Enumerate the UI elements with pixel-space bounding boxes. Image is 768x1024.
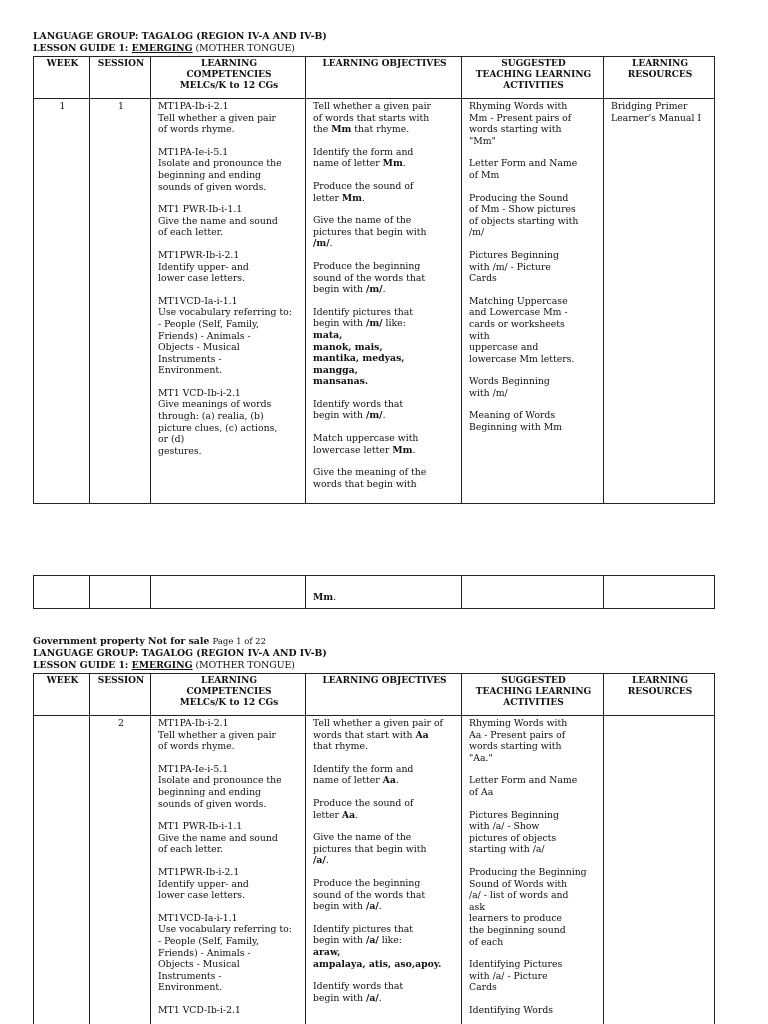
objectives-cell: Tell whether a given pair of words that start with Aa that rhyme. Identify the form and name of letter Aa. Produce the sound of letter Aa. Give the name of the pictures that begin with /a/. Produce the beginning sound of the words that begin with /a/. Identify pictures that begin with /a/ like: araw, ampalaya, atis, aso,apoy. Identify words that begin with /a/. bbox=[306, 716, 462, 1024]
col-week: WEEK bbox=[34, 57, 90, 99]
lesson-table-2 bbox=[33, 673, 715, 1024]
objectives-cell: Mm. bbox=[306, 576, 462, 609]
resources-cell: Bridging Primer Learner's Manual I bbox=[604, 99, 715, 504]
col-competencies: LEARNING COMPETENCIES MELCs/K to 12 CGs bbox=[151, 57, 306, 99]
week-cell bbox=[34, 576, 90, 609]
lesson-table-continuation bbox=[33, 575, 715, 609]
session-cell: 2 bbox=[90, 716, 151, 1024]
lesson-guide-heading-2 bbox=[33, 660, 295, 672]
competencies-cell bbox=[151, 576, 306, 609]
resources-cell bbox=[604, 716, 715, 1024]
language-group-heading-2 bbox=[33, 648, 327, 660]
col-session: SESSION bbox=[90, 57, 151, 99]
objectives-cell: Tell whether a given pair of words that starts with the Mm that rhyme. Identify the form and name of letter Mm. Produce the sound of letter Mm. Give the name of the pictures that begin with /m/. Produce the beginning sound of the words that begin with /m/. Identify pictures that begin with /m/ like: mata, manok, mais, mantika, medyas, mangga, mansanas. Identify words that begin with /m/. Match uppercase with lowercase letter Mm. Give the meaning of the words that begin with bbox=[306, 99, 462, 504]
language-group-heading bbox=[33, 31, 327, 43]
language-group-text: LANGUAGE GROUP: TAGALOG (REGION IV-A AND IV-B) bbox=[33, 31, 327, 42]
footer-gov-text: Government property Not for sale bbox=[33, 636, 213, 647]
week-cell bbox=[34, 716, 90, 1024]
col-resources: LEARNING RESOURCES bbox=[604, 57, 715, 99]
table-row bbox=[34, 716, 715, 1024]
lesson-guide-level: EMERGING bbox=[131, 43, 193, 54]
col-objectives: LEARNING OBJECTIVES bbox=[306, 57, 462, 99]
activities-cell: Rhyming Words with Aa - Present pairs of words starting with "Aa." Letter Form and Name of Aa Pictures Beginning with /a/ - Show pictures of objects starting with /a/ Producing the Beginning Sound of Words with /a/ - list of words and ask learners to produce the beginning sound of each Identifying Pictures with /a/ - Picture Cards Identifying Words bbox=[462, 716, 604, 1024]
col-resources: LEARNING RESOURCES bbox=[604, 674, 715, 716]
col-week: WEEK bbox=[34, 674, 90, 716]
lesson-guide-level: EMERGING bbox=[131, 660, 193, 671]
col-competencies: LEARNING COMPETENCIES MELCs/K to 12 CGs bbox=[151, 674, 306, 716]
lesson-table-1 bbox=[33, 56, 715, 504]
page-number: Page 1 of 22 bbox=[212, 637, 266, 647]
table-row bbox=[34, 576, 715, 609]
lesson-guide-heading bbox=[33, 43, 295, 55]
col-activities: SUGGESTED TEACHING LEARNING ACTIVITIES bbox=[462, 57, 604, 99]
activities-cell bbox=[462, 576, 604, 609]
language-group-text: LANGUAGE GROUP: TAGALOG (REGION IV-A AND IV-B) bbox=[33, 648, 327, 659]
activities-cell: Rhyming Words with Mm - Present pairs of words starting with "Mm" Letter Form and Name of Mm Producing the Sound of Mm - Show pictures of objects starting with /m/ Pictures Beginning with /m/ - Picture Cards Matching Uppercase and Lowercase Mm - cards or worksheets with uppercase and lowercase Mm letters. Words Beginning with /m/ Meaning of Words Beginning with Mm bbox=[462, 99, 604, 504]
table-row bbox=[34, 99, 715, 504]
page-footer bbox=[33, 636, 266, 649]
col-activities: SUGGESTED TEACHING LEARNING ACTIVITIES bbox=[462, 674, 604, 716]
lesson-guide-prefix: LESSON GUIDE 1: bbox=[33, 43, 132, 54]
session-cell: 1 bbox=[90, 99, 151, 504]
competencies-cell: MT1PA-Ib-i-2.1 Tell whether a given pair of words rhyme. MT1PA-Ie-i-5.1 Isolate and pronounce the beginning and ending sounds of given words. MT1 PWR-Ib-i-1.1 Give the name and sound of each letter. MT1PWR-Ib-i-2.1 Identify upper- and lower case letters. MT1VCD-Ia-i-1.1 Use vocabulary referring to: - People (Self, Family, Friends) - Animals - Objects - Musical Instruments - Environment. MT1 VCD-Ib-i-2.1 Give meanings of words through: (a) realia, (b) picture clues, (c) actions, or (d) gestures. bbox=[151, 99, 306, 504]
col-objectives: LEARNING OBJECTIVES bbox=[306, 674, 462, 716]
col-session: SESSION bbox=[90, 674, 151, 716]
lesson-guide-prefix: LESSON GUIDE 1: bbox=[33, 660, 132, 671]
competencies-cell: MT1PA-Ib-i-2.1 Tell whether a given pair of words rhyme. MT1PA-Ie-i-5.1 Isolate and pronounce the beginning and ending sounds of given words. MT1 PWR-Ib-i-1.1 Give the name and sound of each letter. MT1PWR-Ib-i-2.1 Identify upper- and lower case letters. MT1VCD-Ia-i-1.1 Use vocabulary referring to: - People (Self, Family, Friends) - Animals - Objects - Musical Instruments - Environment. MT1 VCD-Ib-i-2.1 bbox=[151, 716, 306, 1024]
week-cell: 1 bbox=[34, 99, 90, 504]
lesson-guide-suffix: (MOTHER TONGUE) bbox=[192, 660, 295, 671]
table-header-row bbox=[34, 57, 715, 99]
resources-cell bbox=[604, 576, 715, 609]
session-cell bbox=[90, 576, 151, 609]
lesson-guide-suffix: (MOTHER TONGUE) bbox=[192, 43, 295, 54]
table-header-row bbox=[34, 674, 715, 716]
